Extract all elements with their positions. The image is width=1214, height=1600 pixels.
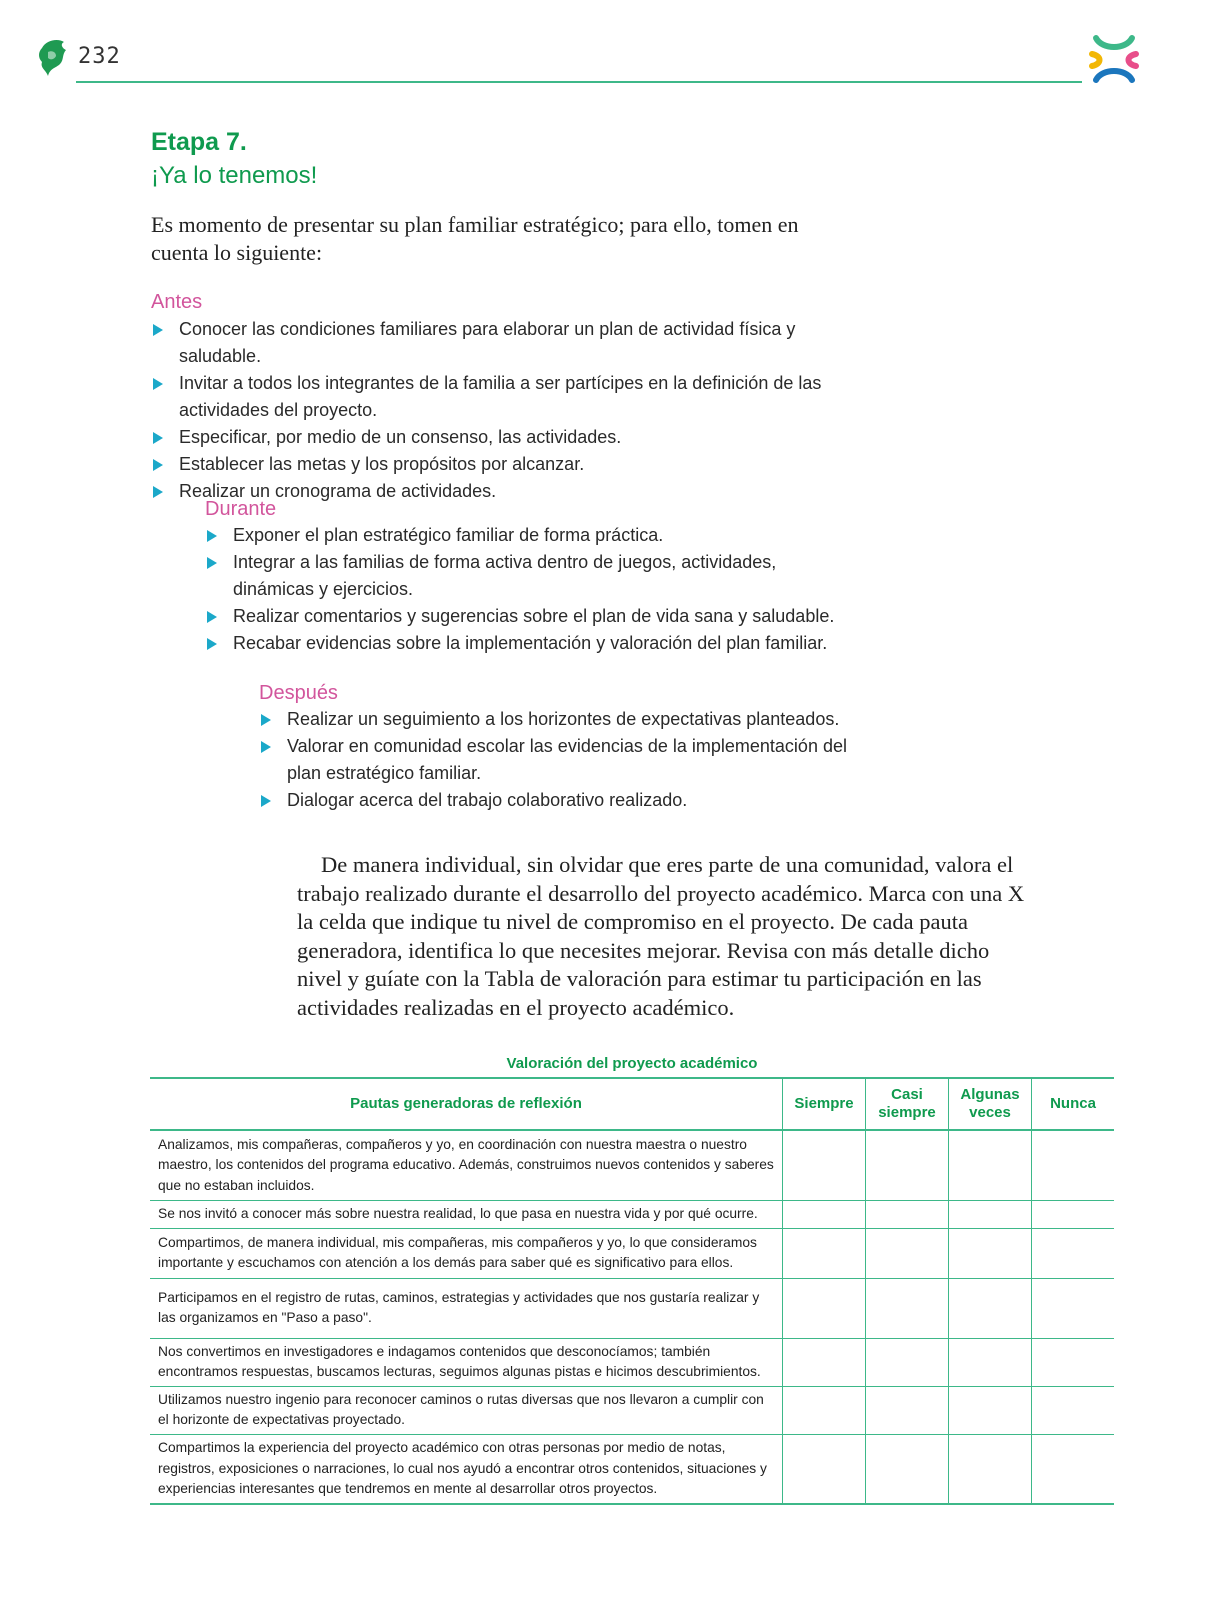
cell-siempre[interactable]: [783, 1338, 866, 1386]
list-item: Integrar a las familias de forma activa dentro de juegos, actividades, dinámicas y ejercicios.: [205, 549, 793, 603]
cell-nunca[interactable]: [1032, 1228, 1115, 1278]
cell-algunas-veces[interactable]: [949, 1228, 1032, 1278]
stage-title: Etapa 7.: [151, 128, 247, 156]
list-antes: [151, 316, 871, 505]
cell-siempre[interactable]: [783, 1200, 866, 1228]
bullet-arrow-icon: [207, 557, 217, 569]
table-row: [150, 1386, 1114, 1434]
bullet-arrow-icon: [207, 530, 217, 542]
table-caption: Valoración del proyecto académico: [506, 1055, 758, 1072]
table-row: [150, 1338, 1114, 1386]
bullet-arrow-icon: [153, 432, 163, 444]
community-logo-icon: [1086, 32, 1142, 86]
header-nunca: Nunca: [1032, 1078, 1115, 1130]
cell-algunas-veces[interactable]: [949, 1338, 1032, 1386]
bullet-arrow-icon: [207, 638, 217, 650]
list-item: Realizar un seguimiento a los horizontes de expectativas planteados.: [259, 706, 859, 733]
header-algunas-veces: Algunas veces: [949, 1078, 1032, 1130]
header-casi-siempre: Casi siempre: [866, 1078, 949, 1130]
row-text: Nos convertimos en investigadores e indagamos contenidos que desconocíamos; también encontramos respuestas, buscamos lecturas, seguimos algunas pistas e hicimos descubrimientos.: [150, 1338, 783, 1386]
cell-casi-siempre[interactable]: [866, 1278, 949, 1338]
row-text: Se nos invitó a conocer más sobre nuestra realidad, lo que pasa en nuestra vida y por qué ocurre.: [150, 1200, 783, 1228]
cell-casi-siempre[interactable]: [866, 1228, 949, 1278]
bullet-arrow-icon: [153, 459, 163, 471]
row-text: Analizamos, mis compañeras, compañeros y yo, en coordinación con nuestra maestra o nuestro maestro, los contenidos del programa educativo. Además, construimos nuevos contenidos y saberes que no estaban incluidos.: [150, 1130, 783, 1200]
bullet-arrow-icon: [153, 486, 163, 498]
cell-casi-siempre[interactable]: [866, 1434, 949, 1504]
page-number: 232: [78, 44, 121, 69]
cell-algunas-veces[interactable]: [949, 1386, 1032, 1434]
cell-casi-siempre[interactable]: [866, 1200, 949, 1228]
row-text: Compartimos la experiencia del proyecto académico con otras personas por medio de notas, registros, exposiciones o narraciones, lo cual nos ayudó a encontrar otros contenidos, situaciones y experiencias interesantes que tendremos en mente al desarrollar otros proyectos.: [150, 1434, 783, 1504]
list-item: Conocer las condiciones familiares para elaborar un plan de actividad física y saludable.: [151, 316, 871, 370]
row-text: Participamos en el registro de rutas, caminos, estrategias y actividades que nos gustaría realizar y las organizamos en "Paso a paso".: [150, 1278, 783, 1338]
cell-nunca[interactable]: [1032, 1434, 1115, 1504]
list-durante: [205, 522, 845, 657]
table-row: [150, 1228, 1114, 1278]
list-item: Realizar comentarios y sugerencias sobre el plan de vida sana y saludable.: [205, 603, 845, 630]
cell-siempre[interactable]: [783, 1130, 866, 1200]
evaluation-table: [150, 1077, 1114, 1505]
bullet-arrow-icon: [153, 378, 163, 390]
cell-nunca[interactable]: [1032, 1130, 1115, 1200]
bullet-arrow-icon: [153, 324, 163, 336]
row-text: Utilizamos nuestro ingenio para reconocer caminos o rutas diversas que nos llevaron a cumplir con el horizonte de expectativas proyectado.: [150, 1386, 783, 1434]
cell-nunca[interactable]: [1032, 1278, 1115, 1338]
row-text: Compartimos, de manera individual, mis compañeras, mis compañeros y yo, lo que consideramos importante y escuchamos con atención a los demás para saber qué es significativo para ellos.: [150, 1228, 783, 1278]
cell-casi-siempre[interactable]: [866, 1386, 949, 1434]
list-item: Invitar a todos los integrantes de la familia a ser partícipes en la definición de las actividades del proyecto.: [151, 370, 839, 424]
cell-siempre[interactable]: [783, 1434, 866, 1504]
list-item: Establecer las metas y los propósitos por alcanzar.: [151, 451, 871, 478]
list-item: Dialogar acerca del trabajo colaborativo realizado.: [259, 787, 859, 814]
table-row: [150, 1434, 1114, 1504]
cell-algunas-veces[interactable]: [949, 1278, 1032, 1338]
list-item: Valorar en comunidad escolar las evidencias de la implementación del plan estratégico familiar.: [259, 733, 867, 787]
list-item: Realizar un cronograma de actividades.: [151, 478, 871, 505]
section-title-antes: Antes: [151, 291, 203, 313]
cell-nunca[interactable]: [1032, 1386, 1115, 1434]
cell-algunas-veces[interactable]: [949, 1130, 1032, 1200]
table-row: [150, 1278, 1114, 1338]
list-item: Especificar, por medio de un consenso, las actividades.: [151, 424, 871, 451]
instructions-paragraph: De manera individual, sin olvidar que eres parte de una comunidad, valora el trabajo realizado durante el desarrollo del proyecto académico. Marca con una X la celda que indique tu nivel de compromiso en el proyecto. De cada pauta generadora, identifica lo que necesites mejorar. Revisa con más detalle dicho nivel y guíate con la Tabla de valoración para estimar tu participación en las actividades realizadas en el proyecto académico.: [297, 852, 1025, 1020]
section-title-durante: Durante: [205, 498, 277, 520]
cell-casi-siempre[interactable]: [866, 1130, 949, 1200]
leaf-logo-icon: [36, 38, 70, 78]
stage-subtitle: ¡Ya lo tenemos!: [151, 162, 318, 189]
bullet-arrow-icon: [261, 714, 271, 726]
header-siempre: Siempre: [783, 1078, 866, 1130]
cell-siempre[interactable]: [783, 1386, 866, 1434]
list-despues: [259, 706, 859, 814]
list-item: Recabar evidencias sobre la implementación y valoración del plan familiar.: [205, 630, 845, 657]
cell-nunca[interactable]: [1032, 1200, 1115, 1228]
cell-siempre[interactable]: [783, 1278, 866, 1338]
header-rule: [76, 81, 1082, 83]
table-row: [150, 1130, 1114, 1200]
bullet-arrow-icon: [261, 795, 271, 807]
intro-text: Es momento de presentar su plan familiar estratégico; para ello, tomen en cuenta lo siguiente:: [151, 212, 799, 265]
cell-algunas-veces[interactable]: [949, 1434, 1032, 1504]
list-item: Exponer el plan estratégico familiar de forma práctica.: [205, 522, 845, 549]
bullet-arrow-icon: [207, 611, 217, 623]
header-pautas: Pautas generadoras de reflexión: [150, 1078, 783, 1130]
table-header-row: [150, 1078, 1114, 1130]
cell-algunas-veces[interactable]: [949, 1200, 1032, 1228]
bullet-arrow-icon: [261, 741, 271, 753]
cell-nunca[interactable]: [1032, 1338, 1115, 1386]
section-title-despues: Después: [259, 682, 338, 704]
cell-siempre[interactable]: [783, 1228, 866, 1278]
table-row: [150, 1200, 1114, 1228]
cell-casi-siempre[interactable]: [866, 1338, 949, 1386]
